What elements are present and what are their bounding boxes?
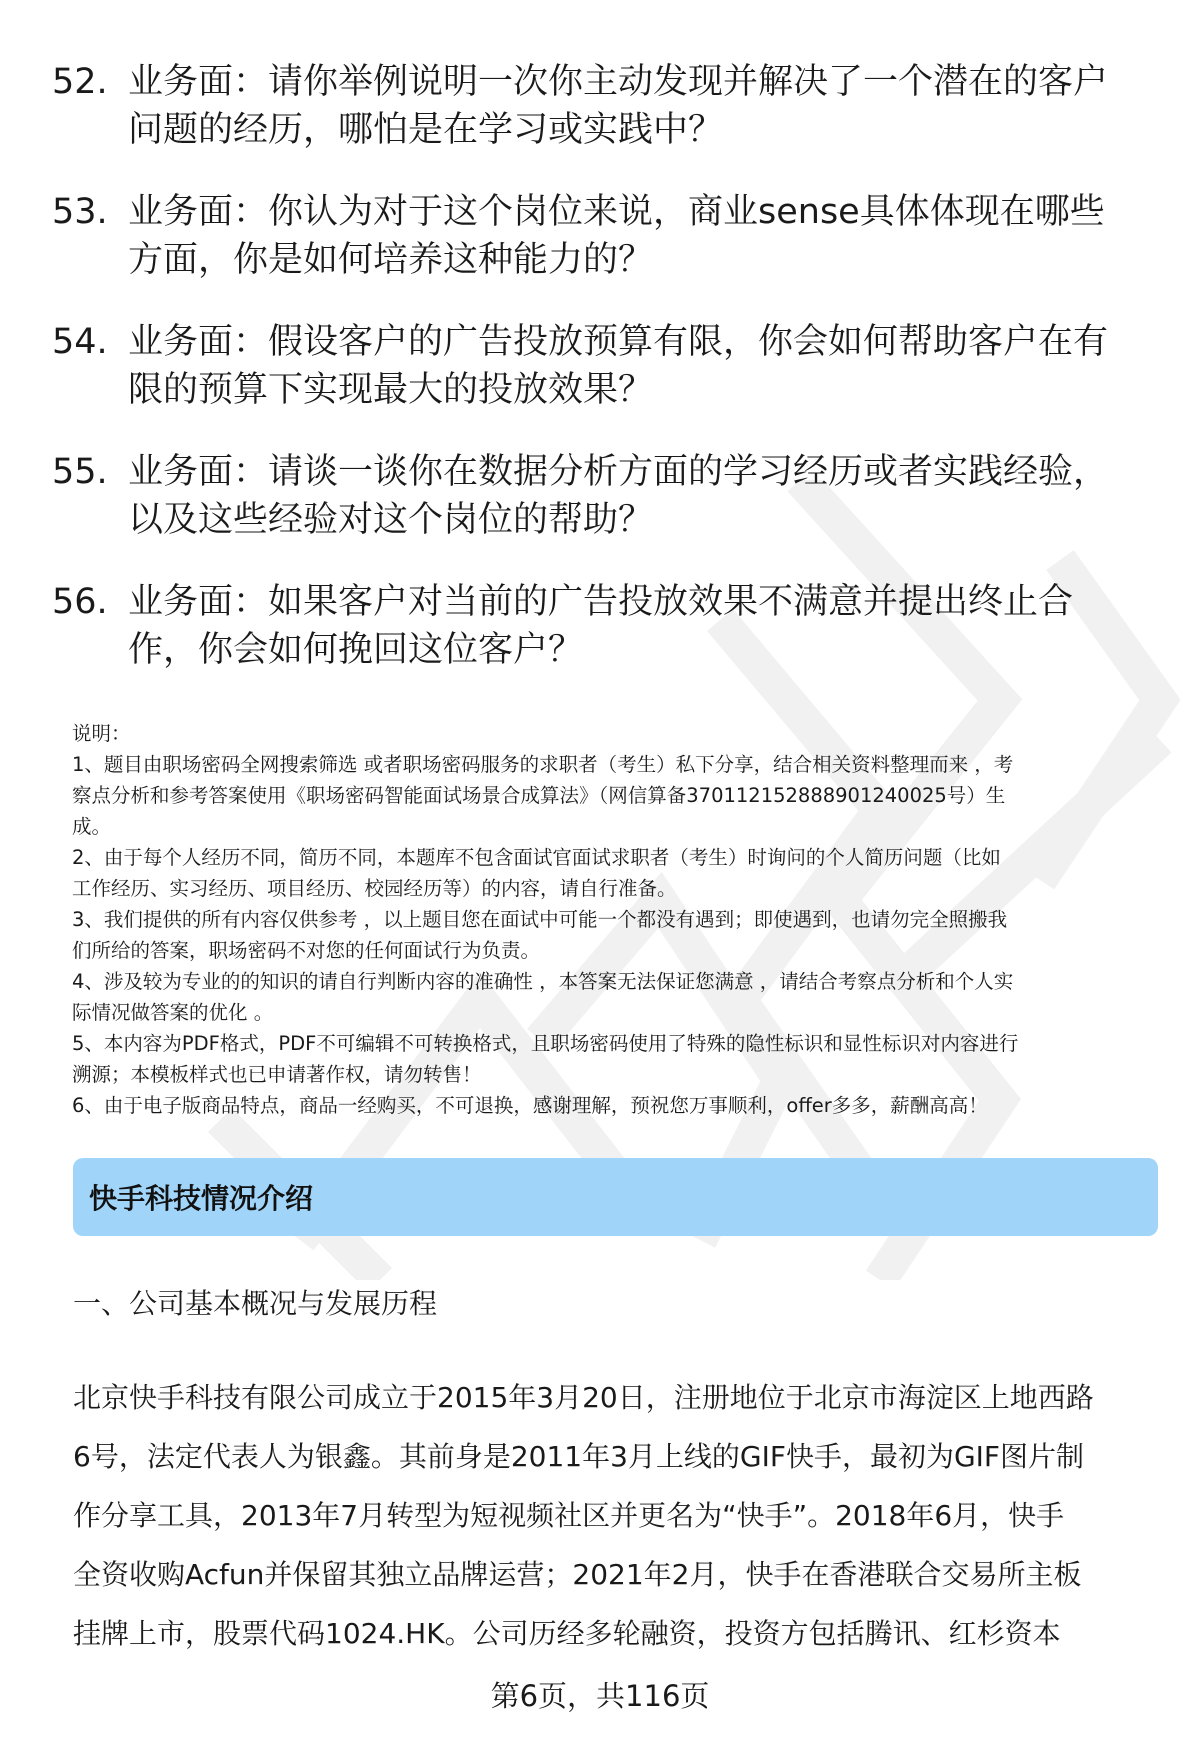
notes-line: 5、本内容为PDF格式，PDF不可编辑不可转换格式，且职场密码使用了特殊的隐性标识和显性标识对内容进行 <box>72 1032 1019 1055</box>
notes-line: 溯源；本模板样式也已申请著作权，请勿转售！ <box>72 1063 482 1086</box>
page-number-footer: 第6页，共116页 <box>490 1679 710 1713</box>
paragraph-line: 挂牌上市，股票代码1024.HK。公司历经多轮融资，投资方包括腾讯、红杉资本 <box>73 1617 1061 1650</box>
question-item-56 <box>52 578 1162 674</box>
disclaimer-notes <box>72 718 1162 1121</box>
paragraph-line: 北京快手科技有限公司成立于2015年3月20日，注册地位于北京市海淀区上地西路 <box>73 1381 1094 1414</box>
question-number: 55. <box>52 452 108 492</box>
company-overview-paragraph <box>73 1368 1158 1663</box>
question-number: 56. <box>52 582 108 622</box>
notes-line: 6、由于电子版商品特点，商品一经购买，不可退换，感谢理解，预祝您万事顺利，offer多多，薪酬高高！ <box>72 1094 988 1117</box>
section-subheading: 一、公司基本概况与发展历程 <box>73 1287 438 1320</box>
question-text: 业务面：假设客户的广告投放预算有限，你会如何帮助客户在有 限的预算下实现最大的投放效果？ <box>128 322 1109 410</box>
question-text: 业务面：如果客户对当前的广告投放效果不满意并提出终止合 作，你会如何挽回这位客户？ <box>128 582 1074 670</box>
question-text: 业务面：你认为对于这个岗位来说，商业sense具体体现在哪些 方面，你是如何培养这种能力的？ <box>128 192 1105 280</box>
question-text: 业务面：请你举例说明一次你主动发现并解决了一个潜在的客户 问题的经历，哪怕是在学习或实践中？ <box>128 62 1109 150</box>
section-title: 快手科技情况介绍 <box>89 1182 314 1215</box>
question-number: 54. <box>52 322 108 362</box>
notes-title: 说明： <box>72 722 131 745</box>
paragraph-line: 全资收购Acfun并保留其独立品牌运营；2021年2月，快手在香港联合交易所主板 <box>73 1558 1082 1591</box>
notes-line: 际情况做答案的优化 。 <box>72 1001 274 1024</box>
section-header-banner <box>73 1158 1158 1236</box>
question-number: 52. <box>52 62 108 102</box>
question-item-54 <box>52 318 1162 414</box>
notes-line: 3、我们提供的所有内容仅供参考 ，以上题目您在面试中可能一个都没有遇到；即使遇到，也请勿完全照搬我 <box>72 908 1008 931</box>
question-item-55 <box>52 448 1162 544</box>
notes-line: 察点分析和参考答案使用《职场密码智能面试场景合成算法》（网信算备370112152888901240025号）生 <box>72 784 1006 807</box>
paragraph-line: 作分享工具，2013年7月转型为短视频社区并更名为“快手”。2018年6月，快手 <box>73 1499 1065 1532</box>
question-item-52 <box>52 58 1162 154</box>
notes-line: 们所给的答案，职场密码不对您的任何面试行为负责。 <box>72 939 541 962</box>
question-item-53 <box>52 188 1162 284</box>
paragraph-line: 6号，法定代表人为银鑫。其前身是2011年3月上线的GIF快手，最初为GIF图片制 <box>73 1440 1085 1473</box>
notes-line: 4、涉及较为专业的的知识的请自行判断内容的准确性 ，本答案无法保证您满意 ，请结合考察点分析和个人实 <box>72 970 1014 993</box>
question-text: 业务面：请谈一谈你在数据分析方面的学习经历或者实践经验， 以及这些经验对这个岗位的帮助？ <box>128 452 1109 540</box>
question-number: 53. <box>52 192 108 232</box>
notes-line: 工作经历、实习经历、项目经历、校园经历等）的内容，请自行准备。 <box>72 877 677 900</box>
question-list <box>52 58 1162 708</box>
notes-line: 成。 <box>72 815 112 838</box>
notes-line: 1、题目由职场密码全网搜索筛选 或者职场密码服务的求职者（考生）私下分享，结合相关资料整理而来 ，考 <box>72 753 1014 776</box>
notes-line: 2、由于每个人经历不同，简历不同，本题库不包含面试官面试求职者（考生）时询问的个人简历问题（比如 <box>72 846 1001 869</box>
